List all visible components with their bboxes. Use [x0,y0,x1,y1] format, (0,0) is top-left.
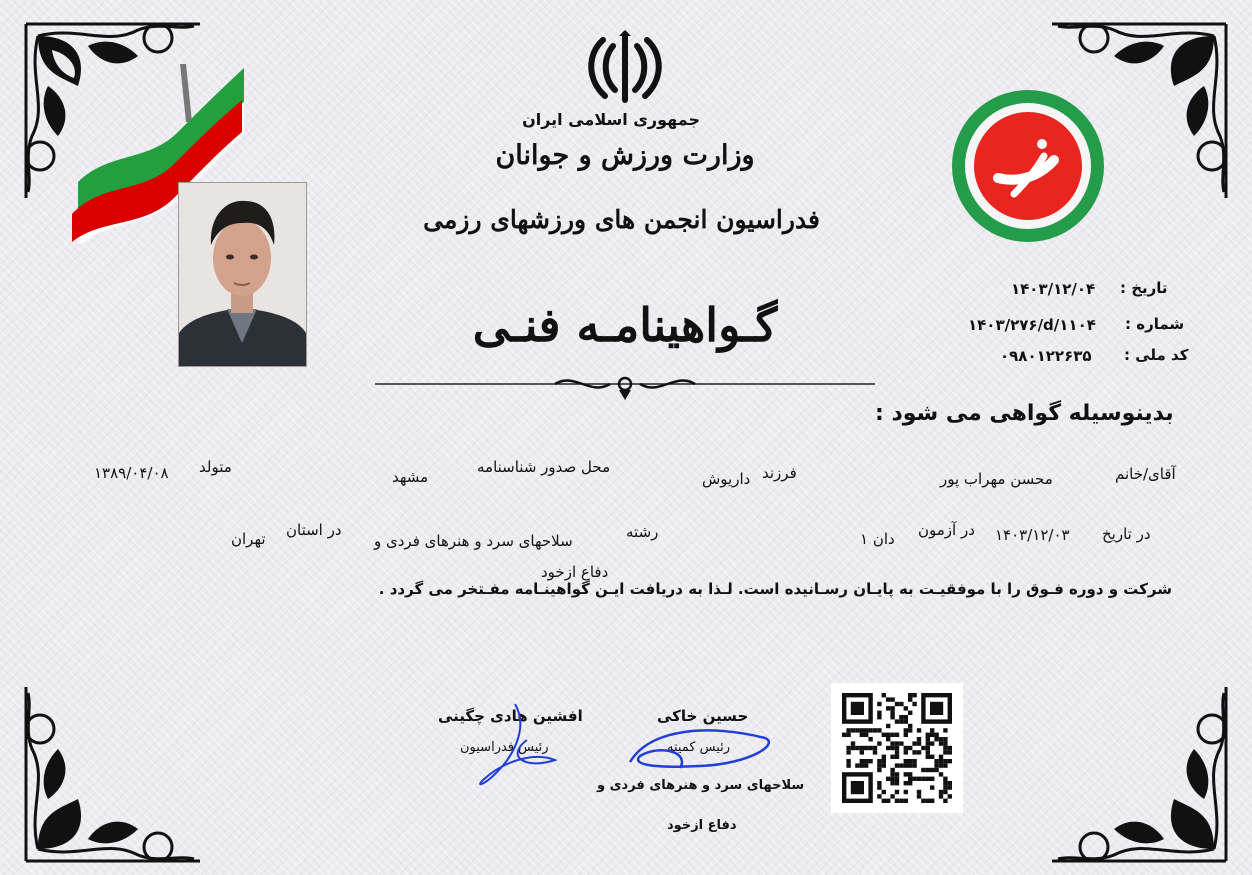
republic-heading: جمهوری اسلامی ایران [522,110,700,129]
certificate-title: گـواهینامـه فنـی [472,298,778,352]
qr-code [831,683,963,813]
exam-date-label: در تاریخ [1102,525,1151,543]
province-value: تهران [231,530,266,548]
national-code-value: ۰۹۸۰۱۲۲۶۳۵ [1000,347,1092,365]
left-signatory-name: افشین هادی چگینی [438,707,583,725]
number-label: شماره : [1125,315,1185,333]
national-code-label: کد ملی : [1124,346,1189,364]
number-value: ۱۴۰۳/۲۷۶/d/۱۱۰۴ [968,316,1096,334]
committee-line-2: دفاع ازخود [667,818,737,833]
right-signatory-name: حسین خاکی [657,707,749,725]
child-of-label: فرزند [762,464,797,482]
issue-place-label: محل صدور شناسنامه [477,458,611,476]
corner-ornament-bottom-right [1044,679,1234,869]
mr-mrs-label: آقای/خانم [1115,465,1176,483]
issue-place: مشهد [392,468,429,486]
dan-value: دان ۱ [860,530,895,548]
field-label: رشته [626,523,659,541]
exam-label: در آزمون [918,521,975,539]
closing-line: شرکت و دوره فـوق را با موفقیـت به پایـان رسـانیده است. لـذا به دریافت ایـن گواهینـامه مفـتخر می گردد . [378,580,1172,598]
qr-code-icon [831,683,963,813]
date-label: تاریخ : [1120,279,1168,297]
father-name: داریوش [702,470,751,488]
left-signatory-title: رئیس فدراسیون [460,740,549,755]
corner-ornament-bottom-left [18,679,208,869]
ornamental-divider [375,368,875,404]
holder-name: محسن مهراب پور [940,470,1053,488]
right-signatory-title: رئیس کمیته [667,740,731,755]
left-signature [455,700,565,792]
field-extra: دفاع ازخود [541,563,609,581]
field-value: سلاحهای سرد و هنرهای فردی و [374,532,573,550]
date-value: ۱۴۰۳/۱۲/۰۴ [1011,280,1096,298]
exam-date: ۱۴۰۳/۱۲/۰۳ [995,526,1070,544]
right-signature [620,718,780,780]
iran-emblem-icon [585,30,665,106]
province-label: در استان [286,521,342,539]
committee-line-1: سلاحهای سرد و هنرهای فردی و [597,778,805,793]
svg-text:☫: ☫ [143,181,158,200]
born-label: متولد [199,458,232,476]
ministry-heading: وزارت ورزش و جوانان [495,140,755,171]
intro-line: بدینوسیله گواهی می شود : [875,401,1174,426]
holder-photo [178,182,307,367]
federation-logo [944,86,1112,246]
federation-heading: فدراسیون انجمن های ورزشهای رزمی [423,205,820,234]
birth-date: ۱۳۸۹/۰۴/۰۸ [94,464,169,482]
